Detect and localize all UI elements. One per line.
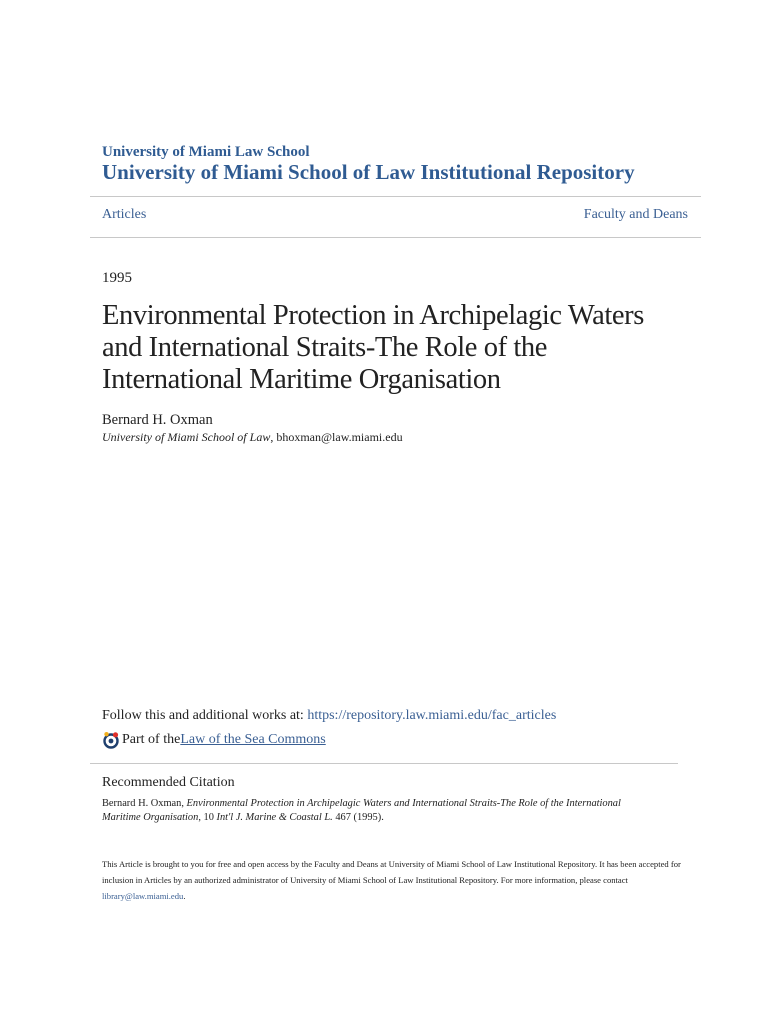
nav-faculty-link[interactable]: Faculty and Deans: [583, 207, 688, 222]
contact-email-link[interactable]: library@law.miami.edu: [102, 891, 184, 901]
divider-nav: [90, 237, 701, 238]
author-name: Bernard H. Oxman: [102, 412, 213, 428]
follow-url-link[interactable]: https://repository.law.miami.edu/fac_articles: [307, 708, 557, 723]
access-notice: [102, 856, 682, 904]
citation-pages: 467 (1995).: [332, 812, 384, 823]
publication-year: 1995: [102, 270, 132, 286]
follow-line: [102, 708, 556, 724]
divider-citation: [90, 763, 678, 764]
institution-name[interactable]: University of Miami Law School: [102, 144, 310, 160]
follow-label: Follow this and additional works at:: [102, 708, 308, 723]
notice-end: .: [183, 891, 186, 901]
article-title: Environmental Protection in Archipelagic Waters and International Straits-The Role of the International Maritime Organisation: [102, 300, 644, 395]
author-affiliation: [102, 430, 403, 445]
notice-text: This Article is brought to you for free and open access by the Faculty and Deans at University of Miami School of Law Institutional Repository. It has been accepted for inclusion in Articles by an authorized administrator of University of Miami School of Law Institutional Repository. For more information, please contact: [102, 859, 681, 885]
citation-journal: Int'l J. Marine & Coastal L.: [216, 812, 333, 823]
citation-volume: , 10: [198, 812, 217, 823]
citation-text: [102, 797, 662, 825]
partof-label: Part of the: [122, 732, 181, 747]
citation-heading: Recommended Citation: [102, 775, 235, 790]
nav-articles-link[interactable]: Articles: [102, 207, 147, 222]
divider-top: [90, 196, 701, 197]
law-of-the-sea-commons-link[interactable]: Law of the Sea Commons: [180, 732, 326, 747]
author-email: bhoxman@law.miami.edu: [276, 430, 403, 444]
affiliation-separator: ,: [270, 430, 277, 444]
affiliation-name: University of Miami School of Law: [102, 430, 271, 444]
commons-network-icon: [102, 731, 120, 749]
partof-line: [102, 731, 326, 749]
citation-title: Environmental Protection in Archipelagic Waters and International Straits-The Role of the International Maritime Organisation: [102, 798, 621, 823]
repository-name[interactable]: University of Miami School of Law Institutional Repository: [102, 160, 635, 184]
citation-author: Bernard H. Oxman,: [102, 798, 187, 809]
